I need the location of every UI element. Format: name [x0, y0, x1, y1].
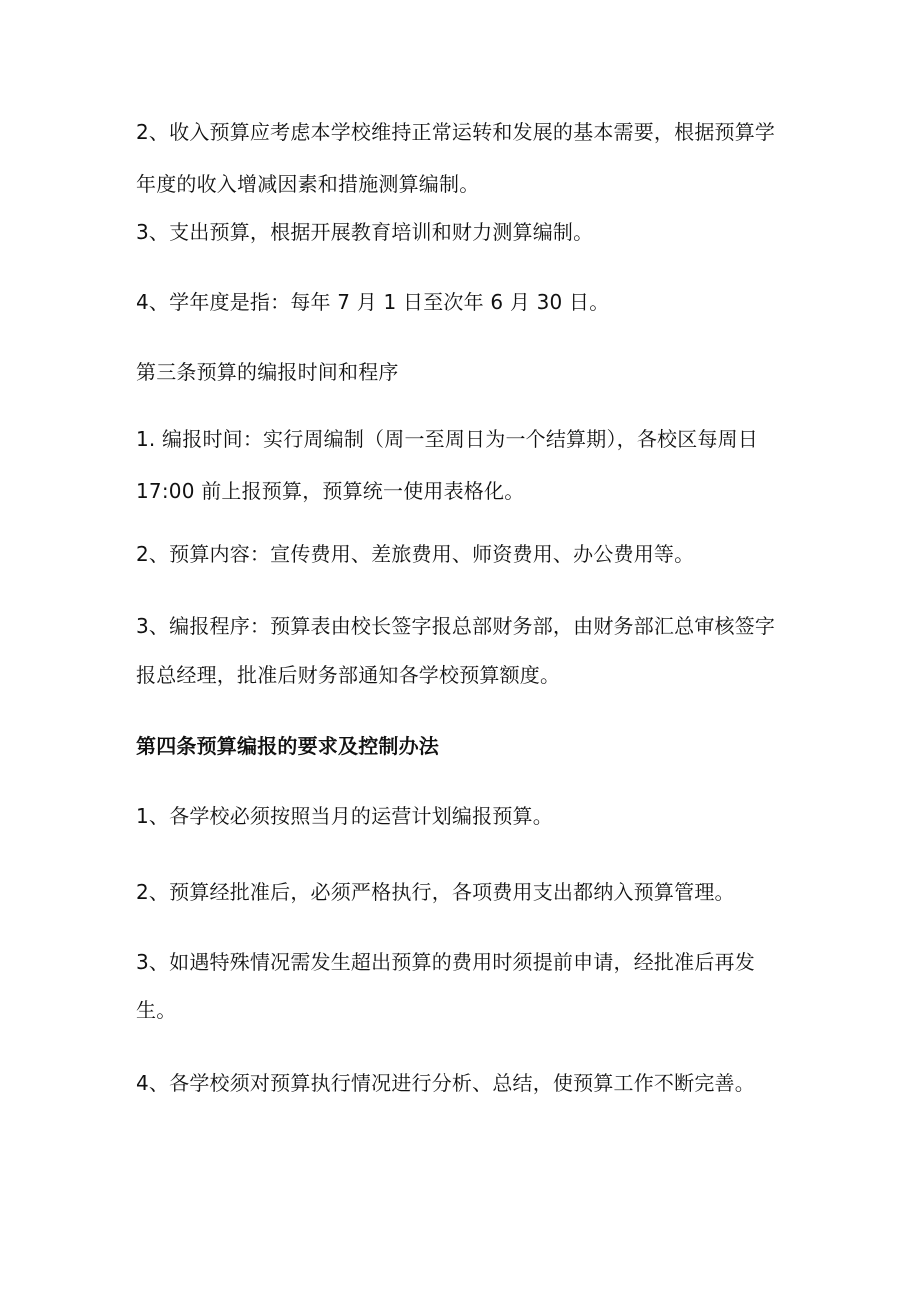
paragraph-line: 生。 — [136, 998, 177, 1022]
paragraph-line: 17:00 前上报预算，预算统一使用表格化。 — [136, 479, 525, 503]
paragraph-line: 3、编报程序：预算表由校长签字报总部财务部，由财务部汇总审核签字 — [136, 614, 776, 638]
paragraph-line: 4、各学校须对预算执行情况进行分析、总结，使预算工作不断完善。 — [136, 1071, 755, 1095]
paragraph-line: 4、学年度是指：每年 7 月 1 日至次年 6 月 30 日。 — [136, 290, 610, 314]
section-heading: 第四条预算编报的要求及控制办法 — [136, 734, 439, 758]
paragraph-line: 3、支出预算，根据开展教育培训和财力测算编制。 — [136, 220, 594, 244]
section-heading: 第三条预算的编报时间和程序 — [136, 360, 399, 384]
paragraph-line: 1. 编报时间：实行周编制（周一至周日为一个结算期），各校区每周日 — [136, 427, 759, 451]
paragraph-line: 报总经理，批准后财务部通知各学校预算额度。 — [136, 663, 561, 687]
paragraph-line: 2、收入预算应考虑本学校维持正常运转和发展的基本需要，根据预算学 — [136, 120, 776, 144]
paragraph-line: 1、各学校必须按照当月的运营计划编报预算。 — [136, 804, 553, 828]
paragraph-line: 3、如遇特殊情况需发生超出预算的费用时须提前申请，经批准后再发 — [136, 950, 755, 974]
paragraph-line: 2、预算经批准后，必须严格执行，各项费用支出都纳入预算管理。 — [136, 880, 735, 904]
paragraph-line: 年度的收入增减因素和措施测算编制。 — [136, 172, 480, 196]
paragraph-line: 2、预算内容：宣传费用、差旅费用、师资费用、办公费用等。 — [136, 542, 695, 566]
